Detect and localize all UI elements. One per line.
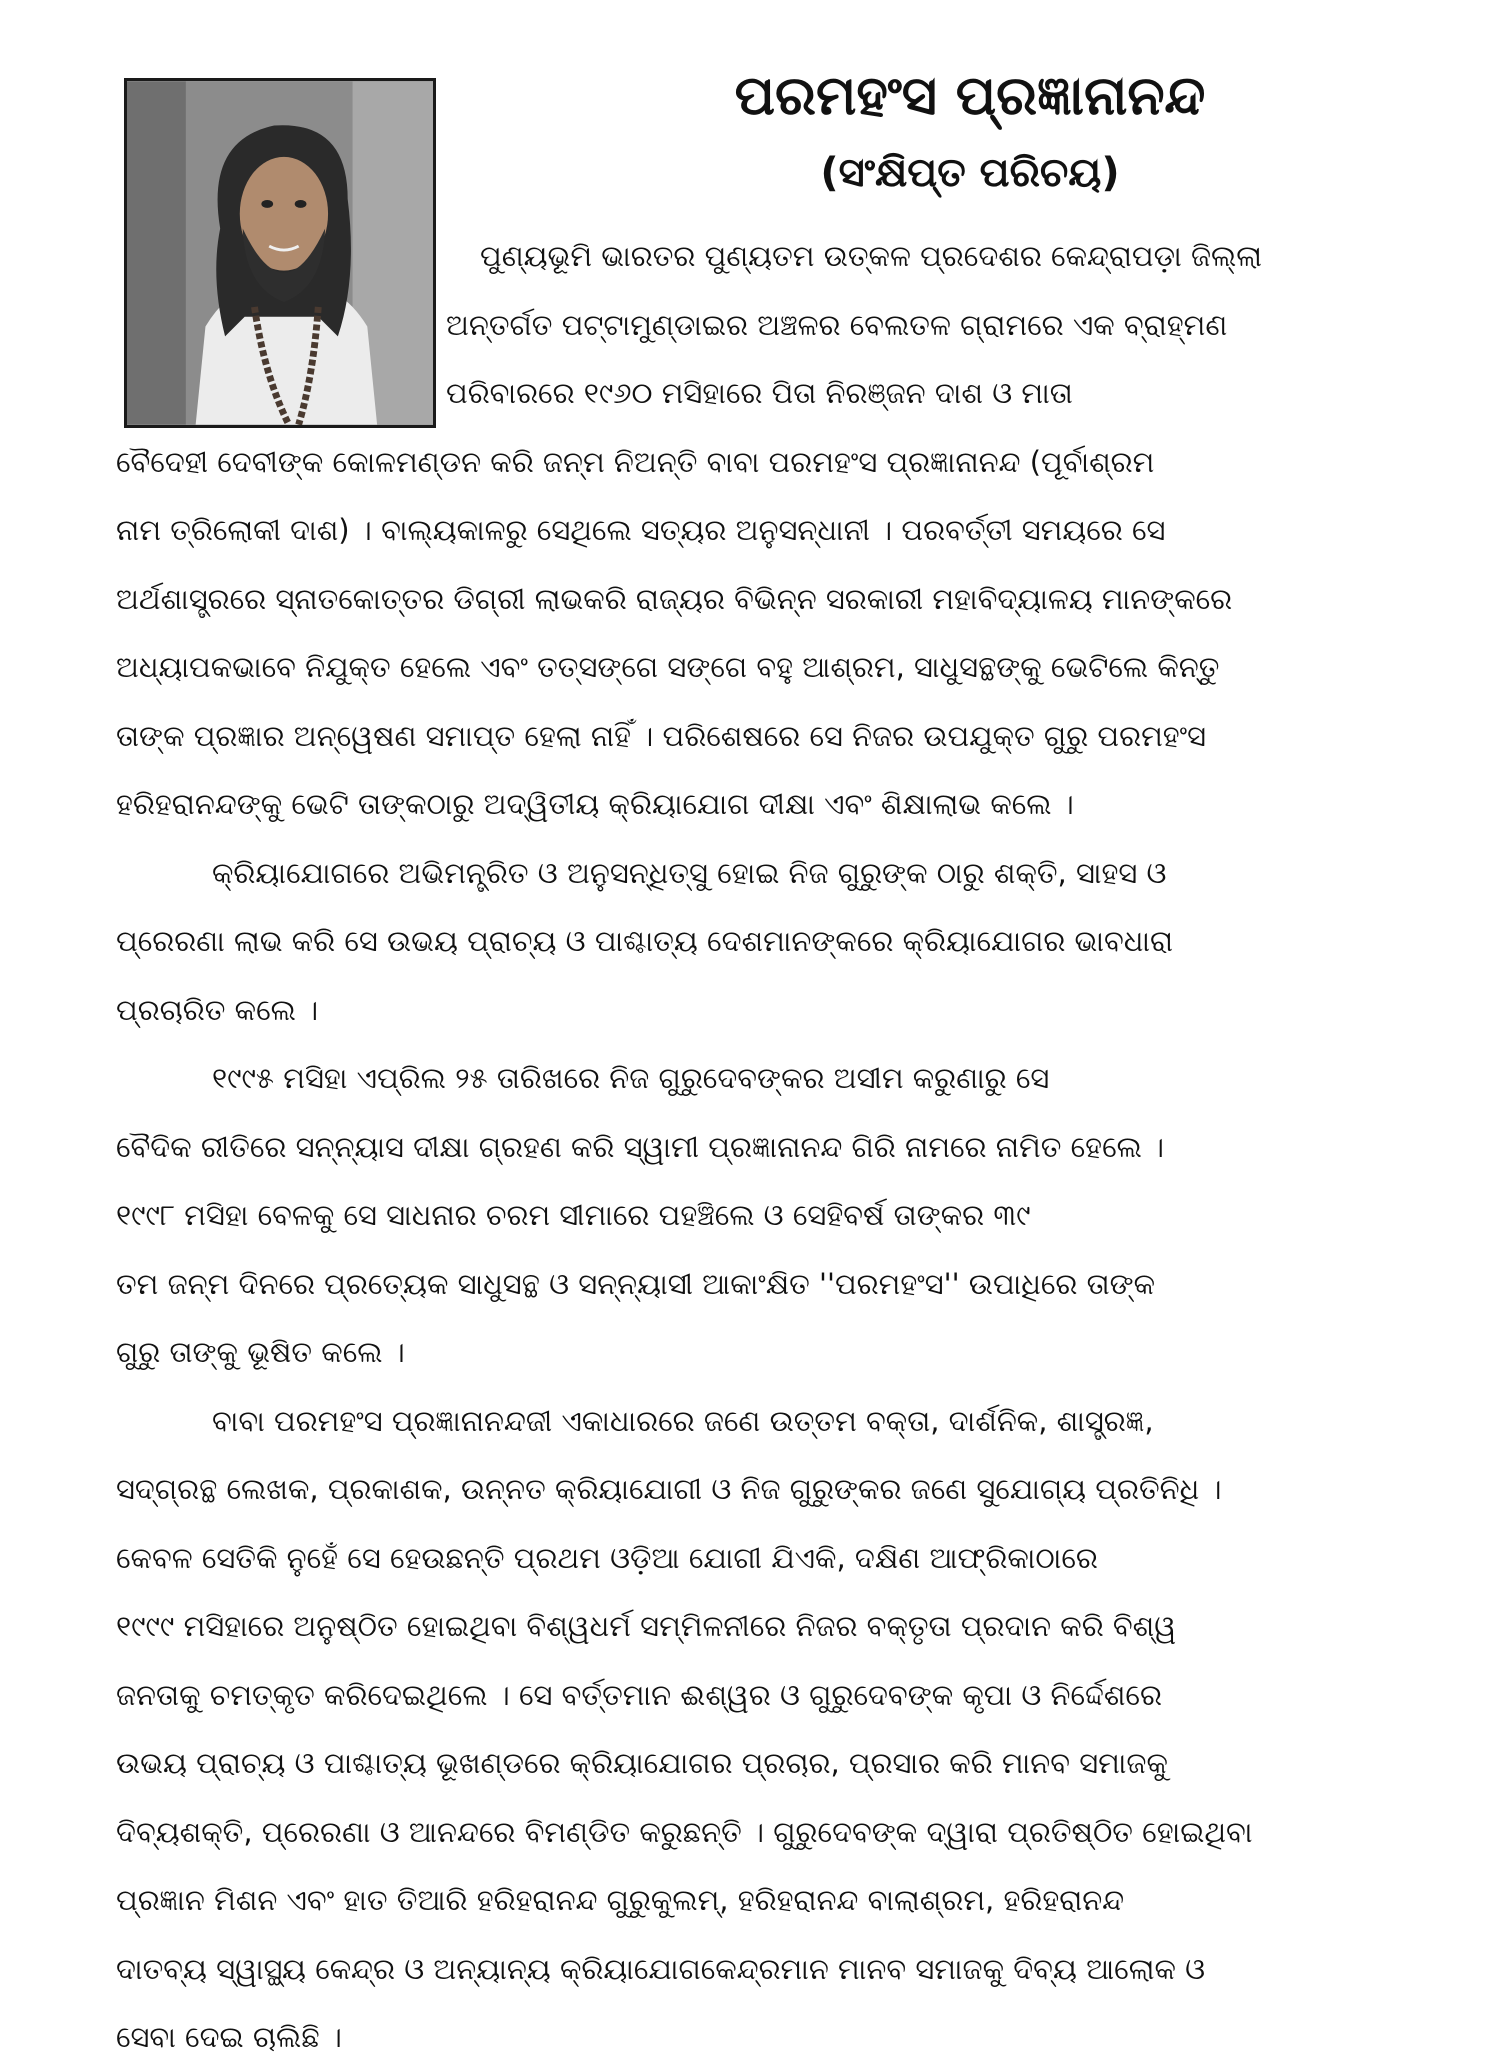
page-subtitle: (ସଂକ୍ଷିପ୍ତ ପରିଚୟ) — [820, 150, 1120, 196]
text-line: ୧୯୯୫ ମସିହା ଏପ୍ରିଲ ୨୫ ତାରିଖରେ ନିଜ ଗୁରୁଦେବଙ୍କର ଅସୀମ କରୁଣାରୁ ସେ — [212, 1061, 1050, 1095]
text-line: ଜନତାକୁ ଚମତ୍କୃତ କରିଦେଇଥିଲେ । ସେ ବର୍ତ୍ତମାନ ଈଶ୍ୱର ଓ ଗୁରୁଦେବଙ୍କ କୃପା ଓ ନିର୍ଦ୍ଦେଶରେ — [116, 1677, 1162, 1712]
text-line: ଦାତବ୍ୟ ସ୍ୱାସ୍ଥ୍ୟ କେନ୍ଦ୍ର ଓ ଅନ୍ୟାନ୍ୟ କ୍ରିୟାଯୋଗକେନ୍ଦ୍ରମାନ ମାନବ ସମାଜକୁ ଦିବ୍ୟ ଆଲୋକ ଓ — [116, 1951, 1206, 1986]
text-line: ୧୯୯୯ ମସିହାରେ ଅନୁଷ୍ଠିତ ହୋଇଥିବା ବିଶ୍ୱଧର୍ମ ସମ୍ମିଳନୀରେ ନିଜର ବକ୍ତୃତା ପ୍ରଦାନ କରି ବିଶ୍ୱ — [116, 1609, 1177, 1643]
text-line: ନାମ ତ୍ରିଲୋକୀ ଦାଶ) । ବାଲ୍ୟକାଳରୁ ସେଥିଲେ ସତ୍ୟର ଅନୁସନ୍ଧାନୀ । ପରବର୍ତ୍ତୀ ସମୟରେ ସେ — [116, 513, 1166, 547]
text-line: ଗୁରୁ ତାଙ୍କୁ ଭୂଷିତ କଲେ । — [116, 1335, 405, 1369]
text-line: ଅଧ୍ୟାପକଭାବେ ନିଯୁକ୍ତ ହେଲେ ଏବଂ ତତ୍‌ସଙ୍ଗେ ସଙ୍ଗେ ବହୁ ଆଶ୍ରମ, ସାଧୁସନ୍ଥଙ୍କୁ ଭେଟିଲେ କିନ୍ତୁ — [116, 650, 1220, 684]
text-line: ପ୍ରଚାରିତ କଲେ । — [116, 992, 319, 1027]
text-line: ପ୍ରଜ୍ଞାନ ମିଶନ ଏବଂ ହାତ ତିଆରି ହରିହରାନନ୍ଦ ଗୁରୁକୁଲମ୍, ହରିହରାନନ୍ଦ ବାଲାଶ୍ରମ, ହରିହରାନନ୍ଦ — [116, 1883, 1125, 1917]
text-line: ଉଭୟ ପ୍ରାଚ୍ୟ ଓ ପାଶ୍ଚାତ୍ୟ ଭୂଖଣ୍ଡରେ କ୍ରିୟାଯୋଗର ପ୍ରଚାର, ପ୍ରସାର କରି ମାନବ ସମାଜକୁ — [116, 1746, 1168, 1780]
text-line: କେବଳ ସେତିକି ନୁହେଁ ସେ ହେଉଛନ୍ତି ପ୍ରଥମ ଓଡ଼ିଆ ଯୋଗୀ ଯିଏକି, ଦକ୍ଷିଣ ଆଫ୍ରିକାଠାରେ — [116, 1540, 1098, 1575]
text-line: ବୈଦେହୀ ଦେବୀଙ୍କ କୋଳମଣ୍ଡନ କରି ଜନ୍ମ ନିଅନ୍ତି ବାବା ପରମହଂସ ପ୍ରଜ୍ଞାନାନନ୍ଦ (ପୂର୍ବାଶ୍ରମ — [116, 444, 1155, 479]
text-line: ତାଙ୍କ ପ୍ରଜ୍ଞାର ଅନ୍ୱେଷଣ ସମାପ୍ତ ହେଲା ନାହିଁ । ପରିଶେଷରେ ସେ ନିଜର ଉପଯୁକ୍ତ ଗୁରୁ ପରମହଂସ — [116, 718, 1207, 753]
text-line: ତମ ଜନ୍ମ ଦିନରେ ପ୍ରତ୍ୟେକ ସାଧୁସନ୍ଥ ଓ ସନ୍ନ୍ୟାସୀ ଆକାଂକ୍ଷିତ ''ପରମହଂସ'' ଉପାଧିରେ ତାଙ୍କ — [116, 1266, 1156, 1301]
text-line: ପ୍ରେରଣା ଲାଭ କରି ସେ ଉଭୟ ପ୍ରାଚ୍ୟ ଓ ପାଶ୍ଚାତ୍ୟ ଦେଶମାନଙ୍କରେ କ୍ରିୟାଯୋଗର ଭାବଧାରା — [116, 924, 1174, 958]
text-line: ବୈଦିକ ରୀତିରେ ସନ୍ନ୍ୟାସ ଦୀକ୍ଷା ଗ୍ରହଣ କରି ସ୍ୱାମୀ ପ୍ରଜ୍ଞାନାନନ୍ଦ ଗିରି ନାମରେ ନାମିତ ହେଲେ । — [116, 1129, 1165, 1164]
text-line: ବାବା ପରମହଂସ ପ୍ରଜ୍ଞାନାନନ୍ଦଜୀ ଏକାଧାରରେ ଜଣେ ଉତ୍ତମ ବକ୍ତା, ଦାର୍ଶନିକ, ଶାସ୍ତ୍ରଜ୍ଞ, — [212, 1403, 1154, 1438]
text-line: ସଦ୍‌ଗ୍ରନ୍ଥ ଲେଖକ, ପ୍ରକାଶକ, ଉନ୍ନତ କ୍ରିୟାଯୋଗୀ ଓ ନିଜ ଗୁରୁଙ୍କର ଜଣେ ସୁଯୋଗ୍ୟ ପ୍ରତିନିଧି । — [116, 1472, 1222, 1506]
text-line: ପରିବାରରେ ୧୯୬୦ ମସିହାରେ ପିତା ନିରଞ୍ଜନ ଦାଶ ଓ ମାତା — [446, 376, 1073, 410]
text-line: ପୁଣ୍ୟଭୂମି ଭାରତର ପୁଣ୍ୟତମ ଉତ୍କଳ ପ୍ରଦେଶର କେନ୍ଦ୍ରାପଡ଼ା ଜିଲ୍ଲା — [480, 239, 1262, 273]
text-line: ଅନ୍ତର୍ଗତ ପଟ୍ଟାମୁଣ୍ଡାଇର ଅଞ୍ଚଳର ବେଲତଳ ଗ୍ରାମରେ ଏକ ବ୍ରାହ୍ମଣ — [446, 307, 1228, 342]
text-line: ଦିବ୍ୟଶକ୍ତି, ପ୍ରେରଣା ଓ ଆନନ୍ଦରେ ବିମଣ୍ଡିତ କରୁଛନ୍ତି । ଗୁରୁଦେବଙ୍କ ଦ୍ୱାରା ପ୍ରତିଷ୍ଠିତ ହୋଇଥିବା — [116, 1814, 1253, 1849]
text-line: ୧୯୯୮ ମସିହା ବେଳକୁ ସେ ସାଧନାର ଚରମ ସୀମାରେ ପହଞ୍ଚିଲେ ଓ ସେହିବର୍ଷ ତାଙ୍କର ୩୯ — [116, 1198, 1031, 1232]
text-line: ସେବା ଦେଇ ଚାଲିଛି । — [116, 2020, 342, 2054]
text-line: ହରିହରାନନ୍ଦଙ୍କୁ ଭେଟି ତାଙ୍କଠାରୁ ଅଦ୍ୱିତୀୟ କ୍ରିୟାଯୋଗ ଦୀକ୍ଷା ଏବଂ ଶିକ୍ଷାଲାଭ କଲେ । — [116, 787, 1074, 821]
text-line: କ୍ରିୟାଯୋଗରେ ଅଭିମନ୍ତ୍ରିତ ଓ ଅନୁସନ୍ଧିତ୍ସୁ ହୋଇ ନିଜ ଗୁରୁଙ୍କ ଠାରୁ ଶକ୍ତି, ସାହସ ଓ — [212, 855, 1167, 890]
biography-text — [116, 222, 1416, 2072]
page-title: ପରମହଂସ ପ୍ରଜ୍ଞାନାନନ୍ଦ — [734, 64, 1206, 127]
text-line: ଅର୍ଥଶାସ୍ତ୍ରରେ ସ୍ନାତକୋତ୍ତର ଡିଗ୍ରୀ ଲାଭକରି ରାଜ୍ୟର ବିଭିନ୍ନ ସରକାରୀ ମହାବିଦ୍ୟାଳୟ ମାନଙ୍କରେ — [116, 581, 1233, 616]
